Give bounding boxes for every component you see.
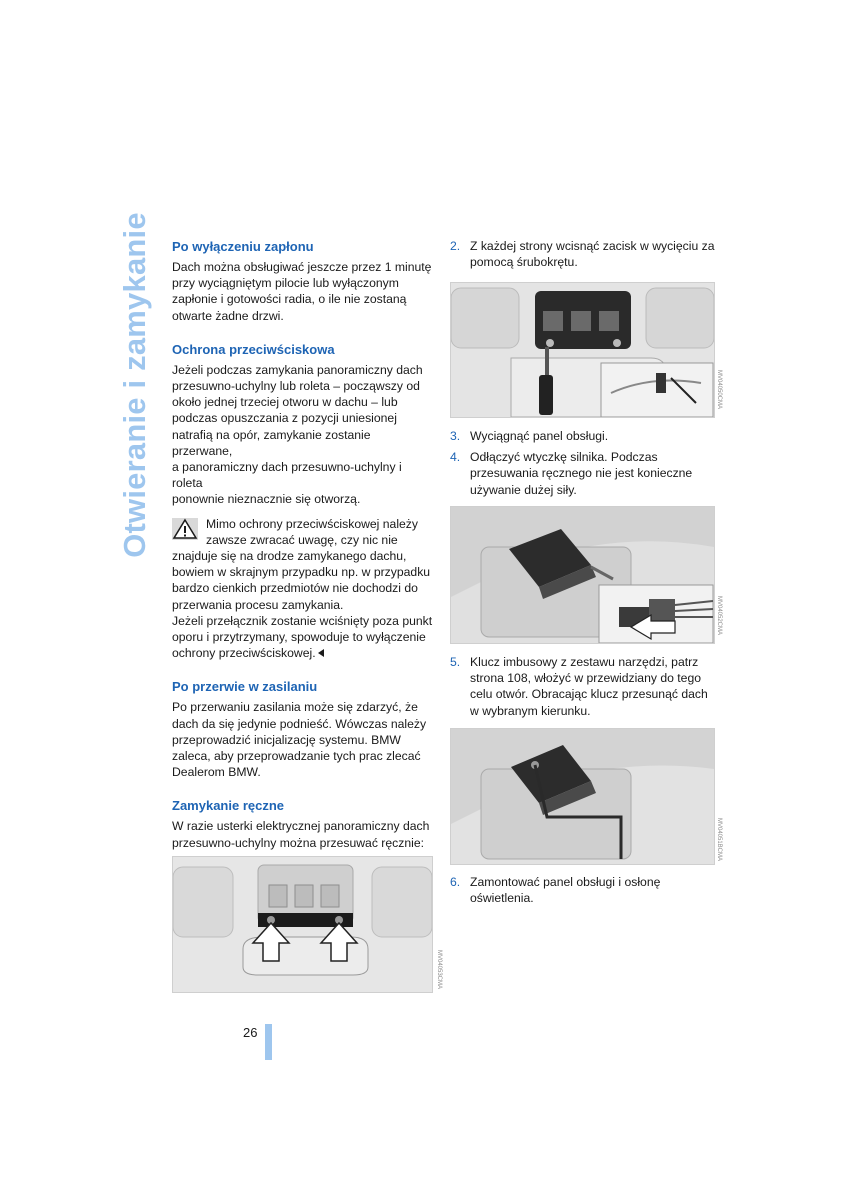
step-item: 5. Klucz imbusowy z zestawu narzędzi, patrz strona 108, włożyć w przewidziany do tego celu otwór. Obracając klucz przesunąć dach w wybranym kierunku.: [450, 655, 708, 718]
warning-triangle-icon: [172, 518, 198, 540]
step-item: 6. Zamontować panel obsługi i osłonę oświetlenia.: [450, 875, 661, 906]
section-body: Jeżeli podczas zamykania panoramiczny dach przesuwno-uchylny lub roleta – począwszy od około jednej trzeciej otworu w dachu – lub podczas opuszczania z pozycji uniesionej natrafią na opór, zamykanie zostanie przerwane, a panoramiczny dach przesuwno-uchylny i roleta ponownie nieznacznie się otworzą.: [172, 362, 423, 507]
end-of-warning-icon: [318, 649, 324, 657]
figure-code: MV04052CMA: [716, 596, 722, 636]
step-item: 3. Wyciągnąć panel obsługi. 4. Odłączyć wtyczkę silnika. Podczas przesuwania ręcznego nie jest konieczne używanie dużej siły.: [450, 429, 693, 497]
section-heading: Po przerwie w zasilaniu: [172, 679, 318, 695]
step-item: 2. Z każdej strony wcisnąć zacisk w wycięciu za pomocą śrubokrętu.: [450, 239, 715, 270]
figure-screwdriver: [450, 282, 715, 418]
figure-code: MV04053CMA: [436, 950, 442, 990]
page-number: 26: [243, 1025, 258, 1040]
section-body: Po przerwaniu zasilania może się zdarzyć, że dach da się jedynie podnieść. Wówczas należy przeprowadzić inicjalizację systemu. BMW zaleca, aby przeprowadzanie tych prac zlecać Dealerom BMW.: [172, 700, 427, 780]
section-heading: Po wyłączeniu zapłonu: [172, 239, 314, 254]
chapter-side-title: Otwieranie i zamykanie: [117, 212, 152, 558]
section-heading: Ochrona przeciwściskowa: [172, 341, 335, 357]
figure-code: MV04050CMA: [716, 370, 722, 410]
page-tab-marker: [265, 1024, 272, 1060]
section-body: Dach można obsługiwać jeszcze przez 1 minutę przy wyciągniętym pilocie lub wyłączonym zapłonie i gotowości radia, o ile nie zostaną otwarte żadne drzwi.: [172, 260, 432, 323]
section-body: W razie usterki elektrycznej panoramiczny dach przesuwno-uchylny można przesuwać ręcznie:: [172, 819, 430, 850]
section-heading: Zamykanie ręczne: [172, 798, 285, 814]
figure-light-cover: [172, 856, 433, 993]
left-column: [172, 238, 434, 904]
figure-motor-plug: [450, 506, 715, 644]
figure-allen-key: [450, 728, 715, 865]
warning-note: Mimo ochrony przeciwściskowej należy zawsze zwracać uwagę, czy nic nie znajduje się na drodze zamykanego dachu, bowiem w skrajnym przypadku np. w przypadku bardzo cienkich przedmiotów nie dochodzi do przerwania procesu zamykania. Jeżeli przełącznik zostanie wciśnięty poza punkt oporu i przytrzymany, spowoduje to wyłączenie ochrony przeciwściskowej.: [172, 516, 433, 661]
figure-code: MV04051BCMA: [716, 818, 722, 862]
